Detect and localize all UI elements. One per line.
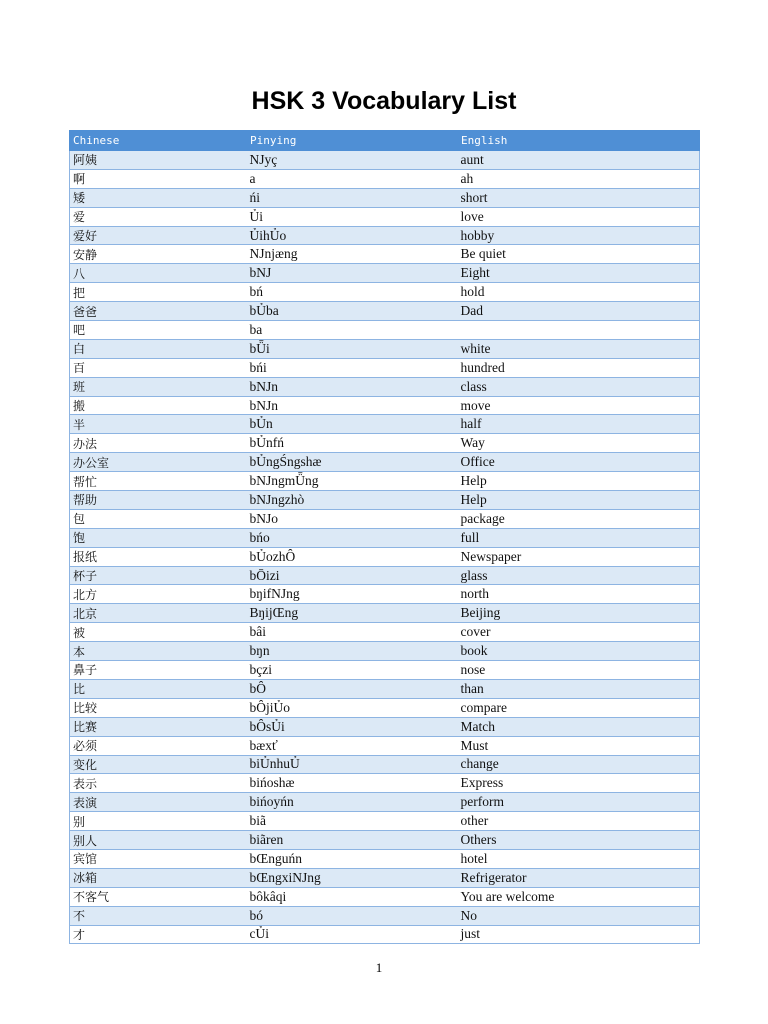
pinyin-cell: bỦozhȎ — [247, 547, 458, 566]
english-cell: just — [458, 925, 700, 944]
chinese-cell: 啊 — [70, 169, 247, 188]
chinese-cell: 班 — [70, 377, 247, 396]
pinyin-cell: bǊn — [247, 396, 458, 415]
english-cell: Office — [458, 453, 700, 472]
table-row — [70, 245, 700, 264]
pinyin-cell: a — [247, 169, 458, 188]
table-row — [70, 434, 700, 453]
pinyin-cell: bȎjiỦo — [247, 698, 458, 717]
table-row — [70, 831, 700, 850]
chinese-cell: 别 — [70, 812, 247, 831]
english-cell: Match — [458, 717, 700, 736]
pinyin-cell: bçzi — [247, 661, 458, 680]
english-cell: Way — [458, 434, 700, 453]
table-row — [70, 906, 700, 925]
page-title: HSK 3 Vocabulary List — [251, 87, 517, 115]
table-row — [70, 472, 700, 491]
chinese-cell: 别人 — [70, 831, 247, 850]
pinyin-cell: bń — [247, 283, 458, 302]
pinyin-cell: bǊn — [247, 377, 458, 396]
chinese-cell: 矮 — [70, 188, 247, 207]
chinese-cell: 本 — [70, 642, 247, 661]
table-row — [70, 736, 700, 755]
english-cell: Newspaper — [458, 547, 700, 566]
table-row — [70, 169, 700, 188]
english-cell: change — [458, 755, 700, 774]
english-cell: hold — [458, 283, 700, 302]
column-header-english: English — [458, 131, 700, 151]
english-cell: hotel — [458, 849, 700, 868]
column-header-pinyin: Pinying — [247, 131, 458, 151]
pinyin-cell: bińoshæ — [247, 774, 458, 793]
table-row — [70, 264, 700, 283]
english-cell: nose — [458, 661, 700, 680]
english-cell: north — [458, 585, 700, 604]
table-row — [70, 698, 700, 717]
chinese-cell: 包 — [70, 509, 247, 528]
pinyin-cell: bỦn — [247, 415, 458, 434]
chinese-cell: 不 — [70, 906, 247, 925]
chinese-cell: 鼻子 — [70, 661, 247, 680]
chinese-cell: 办法 — [70, 434, 247, 453]
pinyin-cell: bȎsỦi — [247, 717, 458, 736]
pinyin-cell: bỦngŚngshæ — [247, 453, 458, 472]
table-row — [70, 679, 700, 698]
pinyin-cell: bŌizi — [247, 566, 458, 585]
chinese-cell: 比赛 — [70, 717, 247, 736]
table-row — [70, 717, 700, 736]
pinyin-cell: ỦihỦo — [247, 226, 458, 245]
english-cell: book — [458, 642, 700, 661]
english-cell: half — [458, 415, 700, 434]
table-row — [70, 755, 700, 774]
chinese-cell: 百 — [70, 358, 247, 377]
english-cell: Others — [458, 831, 700, 850]
pinyin-cell: bǊngmǕng — [247, 472, 458, 491]
chinese-cell: 才 — [70, 925, 247, 944]
english-cell: ah — [458, 169, 700, 188]
pinyin-cell: bỦba — [247, 302, 458, 321]
pinyin-cell: bŒngxiǊng — [247, 868, 458, 887]
pinyin-cell: bŋifǊng — [247, 585, 458, 604]
pinyin-cell: bôkâqi — [247, 887, 458, 906]
chinese-cell: 帮忙 — [70, 472, 247, 491]
chinese-cell: 冰箱 — [70, 868, 247, 887]
table-row — [70, 226, 700, 245]
table-row — [70, 793, 700, 812]
english-cell: short — [458, 188, 700, 207]
table-row — [70, 661, 700, 680]
english-cell: aunt — [458, 151, 700, 170]
chinese-cell: 把 — [70, 283, 247, 302]
pinyin-cell: biỦnhuỦ — [247, 755, 458, 774]
table-header-row — [70, 131, 700, 151]
english-cell: Help — [458, 491, 700, 510]
chinese-cell: 安静 — [70, 245, 247, 264]
pinyin-cell: cỦi — [247, 925, 458, 944]
table-row — [70, 585, 700, 604]
english-cell: class — [458, 377, 700, 396]
table-row — [70, 849, 700, 868]
english-cell: Eight — [458, 264, 700, 283]
pinyin-cell: ba — [247, 321, 458, 340]
table-row — [70, 415, 700, 434]
english-cell: Express — [458, 774, 700, 793]
english-cell: white — [458, 339, 700, 358]
chinese-cell: 比 — [70, 679, 247, 698]
english-cell: hundred — [458, 358, 700, 377]
page-number: 1 — [375, 960, 383, 975]
table-row — [70, 377, 700, 396]
chinese-cell: 被 — [70, 623, 247, 642]
table-body — [70, 151, 700, 944]
english-cell — [458, 321, 700, 340]
chinese-cell: 阿姨 — [70, 151, 247, 170]
pinyin-cell: bińoyńn — [247, 793, 458, 812]
english-cell: full — [458, 528, 700, 547]
chinese-cell: 搬 — [70, 396, 247, 415]
english-cell: hobby — [458, 226, 700, 245]
table-row — [70, 623, 700, 642]
pinyin-cell: BŋijŒng — [247, 604, 458, 623]
table-row — [70, 321, 700, 340]
english-cell: package — [458, 509, 700, 528]
table-row — [70, 453, 700, 472]
english-cell: Help — [458, 472, 700, 491]
chinese-cell: 饱 — [70, 528, 247, 547]
chinese-cell: 北方 — [70, 585, 247, 604]
english-cell: other — [458, 812, 700, 831]
pinyin-cell: bȎ — [247, 679, 458, 698]
english-cell: cover — [458, 623, 700, 642]
pinyin-cell: bó — [247, 906, 458, 925]
pinyin-cell: ńi — [247, 188, 458, 207]
pinyin-cell: bỦnfń — [247, 434, 458, 453]
table-row — [70, 339, 700, 358]
table-row — [70, 509, 700, 528]
table-row — [70, 151, 700, 170]
pinyin-cell: Ǌnjæng — [247, 245, 458, 264]
pinyin-cell: Ủi — [247, 207, 458, 226]
english-cell: Must — [458, 736, 700, 755]
pinyin-cell: biãren — [247, 831, 458, 850]
chinese-cell: 北京 — [70, 604, 247, 623]
english-cell: You are welcome — [458, 887, 700, 906]
english-cell: Beijing — [458, 604, 700, 623]
table-row — [70, 491, 700, 510]
table-row — [70, 283, 700, 302]
english-cell: Dad — [458, 302, 700, 321]
chinese-cell: 表演 — [70, 793, 247, 812]
english-cell: Be quiet — [458, 245, 700, 264]
column-header-chinese: Chinese — [70, 131, 247, 151]
table-row — [70, 774, 700, 793]
pinyin-cell: bńo — [247, 528, 458, 547]
table-row — [70, 188, 700, 207]
chinese-cell: 爱好 — [70, 226, 247, 245]
chinese-cell: 办公室 — [70, 453, 247, 472]
english-cell: compare — [458, 698, 700, 717]
chinese-cell: 变化 — [70, 755, 247, 774]
chinese-cell: 八 — [70, 264, 247, 283]
table-row — [70, 642, 700, 661]
english-cell: love — [458, 207, 700, 226]
pinyin-cell: bǊ — [247, 264, 458, 283]
table-row — [70, 358, 700, 377]
english-cell: than — [458, 679, 700, 698]
chinese-cell: 比较 — [70, 698, 247, 717]
chinese-cell: 爸爸 — [70, 302, 247, 321]
table-row — [70, 547, 700, 566]
vocabulary-table — [69, 130, 700, 944]
table-row — [70, 868, 700, 887]
table-row — [70, 302, 700, 321]
table-row — [70, 207, 700, 226]
chinese-cell: 报纸 — [70, 547, 247, 566]
pinyin-cell: bǊngzhò — [247, 491, 458, 510]
table-row — [70, 887, 700, 906]
pinyin-cell: biã — [247, 812, 458, 831]
chinese-cell: 吧 — [70, 321, 247, 340]
pinyin-cell: bŒnguńn — [247, 849, 458, 868]
chinese-cell: 宾馆 — [70, 849, 247, 868]
english-cell: glass — [458, 566, 700, 585]
table-row — [70, 566, 700, 585]
pinyin-cell: bâi — [247, 623, 458, 642]
chinese-cell: 帮助 — [70, 491, 247, 510]
chinese-cell: 不客气 — [70, 887, 247, 906]
chinese-cell: 爱 — [70, 207, 247, 226]
pinyin-cell: bǕi — [247, 339, 458, 358]
chinese-cell: 必须 — [70, 736, 247, 755]
english-cell: perform — [458, 793, 700, 812]
table-row — [70, 812, 700, 831]
pinyin-cell: Ǌyç — [247, 151, 458, 170]
table-row — [70, 396, 700, 415]
english-cell: No — [458, 906, 700, 925]
english-cell: move — [458, 396, 700, 415]
pinyin-cell: bńi — [247, 358, 458, 377]
table-row — [70, 604, 700, 623]
chinese-cell: 杯子 — [70, 566, 247, 585]
chinese-cell: 表示 — [70, 774, 247, 793]
pinyin-cell: bæxť — [247, 736, 458, 755]
chinese-cell: 半 — [70, 415, 247, 434]
pinyin-cell: bǊo — [247, 509, 458, 528]
table-row — [70, 528, 700, 547]
chinese-cell: 白 — [70, 339, 247, 358]
table-row — [70, 925, 700, 944]
english-cell: Refrigerator — [458, 868, 700, 887]
pinyin-cell: bŋn — [247, 642, 458, 661]
